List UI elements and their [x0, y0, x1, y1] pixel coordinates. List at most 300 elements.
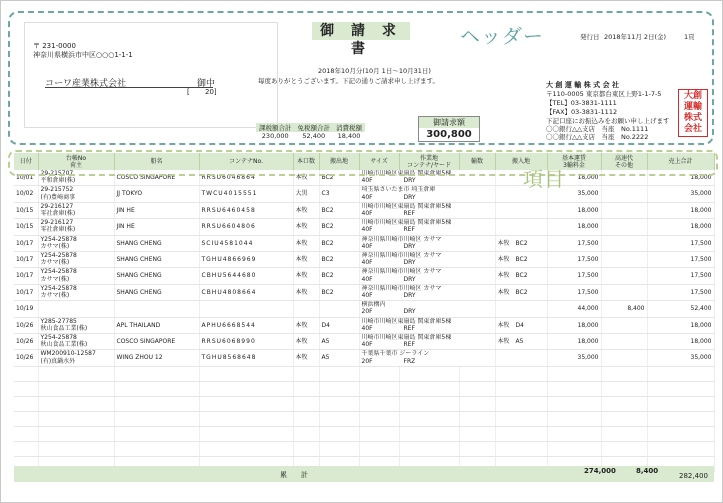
empty-cell [547, 396, 601, 411]
empty-cell [14, 426, 38, 441]
cell-date: 10/17 [14, 284, 38, 300]
cell-vessel: SHANG CHENG [114, 284, 199, 300]
empty-cell [647, 381, 714, 396]
cell-vessel: WING ZHOU 12 [114, 350, 199, 366]
container-type: FRZ [403, 357, 416, 365]
items-callout: 項目 [523, 167, 565, 191]
cell-origin: BC2 [319, 219, 359, 235]
empty-cell [399, 396, 459, 411]
cell-ledger [38, 301, 114, 317]
empty-cell [38, 441, 114, 456]
work-site: 川崎市川崎区東扇島 関東倉庫5棟 [361, 317, 452, 325]
empty-cell [601, 366, 647, 381]
empty-row [14, 411, 714, 426]
empty-cell [359, 441, 399, 456]
cell-origin: BC2 [319, 251, 359, 267]
empty-row [14, 366, 714, 381]
size-type [362, 292, 493, 299]
empty-cell [547, 426, 601, 441]
container-size: 20F [361, 308, 373, 316]
empty-cell [459, 381, 495, 396]
footer-grand-total: 282,400 [679, 472, 708, 480]
table-body [14, 170, 714, 471]
cell-container: RRSU6460458 [199, 202, 293, 218]
cell-origin: BC2 [319, 170, 359, 186]
cell-destination: 本牧 BC2 [495, 284, 547, 300]
size-type [362, 308, 493, 315]
cell-total: 35,000 [647, 350, 714, 366]
cell-container: APHU6668544 [199, 317, 293, 333]
cell-base-fare: 44,000 [547, 301, 601, 317]
cell-ledger [38, 186, 114, 202]
cell-site [359, 284, 495, 300]
size-type [362, 177, 493, 184]
empty-cell [38, 396, 114, 411]
cell-port: 本牧 [293, 350, 319, 366]
container-size: 40F [361, 341, 373, 349]
cell-vessel: SHANG CHENG [114, 235, 199, 251]
cell-origin: BC2 [319, 202, 359, 218]
cell-total: 17,500 [647, 268, 714, 284]
empty-cell [495, 411, 547, 426]
empty-cell [359, 411, 399, 426]
ledger-no: Y285-27785 [40, 317, 77, 325]
cell-date: 10/02 [14, 186, 38, 202]
cell-container: RRSU6046864 [199, 170, 293, 186]
container-size: 40F [361, 209, 373, 217]
empty-cell [199, 426, 293, 441]
empty-cell [199, 411, 293, 426]
line-items-table [14, 153, 715, 472]
empty-cell [114, 441, 199, 456]
empty-cell [601, 381, 647, 396]
page-number: 1頁 [684, 33, 695, 41]
cell-site [359, 333, 495, 349]
items-region-outline [8, 150, 718, 176]
cell-port: 本牧 [293, 333, 319, 349]
empty-cell [38, 366, 114, 381]
size-type [362, 259, 493, 266]
empty-cell [399, 381, 459, 396]
size-type [362, 341, 493, 348]
table-footer [14, 466, 714, 482]
ledger-no: Y254-25878 [40, 251, 77, 259]
container-size: 20F [361, 357, 373, 365]
cell-date: 10/26 [14, 317, 38, 333]
shipper-name: カサマ(株) [40, 242, 70, 250]
document-title: 御 請 求 書 [312, 22, 410, 40]
cell-date: 10/01 [14, 170, 38, 186]
cell-container: TGHU8568648 [199, 350, 293, 366]
cell-port: 本牧 [293, 219, 319, 235]
empty-cell [359, 366, 399, 381]
empty-cell [647, 426, 714, 441]
empty-cell [14, 441, 38, 456]
cell-total: 18,000 [647, 219, 714, 235]
empty-cell [399, 441, 459, 456]
size-type [362, 243, 493, 250]
empty-cell [319, 381, 359, 396]
container-size: 40F [361, 275, 373, 283]
empty-cell [14, 411, 38, 426]
empty-cell [647, 366, 714, 381]
cell-total: 52,400 [647, 301, 714, 317]
ledger-no: 29-215707 [40, 170, 74, 177]
empty-cell [359, 381, 399, 396]
cell-port: 本牧 [293, 268, 319, 284]
empty-cell [14, 366, 38, 381]
cell-vessel: COSCO SINGAPORE [114, 333, 199, 349]
cell-container: RRSU6604806 [199, 219, 293, 235]
cell-base-fare: 18,000 [547, 333, 601, 349]
container-size: 40F [361, 226, 373, 234]
empty-cell [459, 411, 495, 426]
table-row [14, 219, 714, 235]
size-type [362, 276, 493, 283]
cell-destination [495, 202, 547, 218]
work-site: 埼玉県さいたま市 埼玉倉庫 [361, 186, 436, 194]
table-row [14, 235, 714, 251]
sender-bank-1: 〇〇銀行△△支店 当座 No.1111 [546, 125, 649, 133]
cell-other: 8,400 [601, 301, 647, 317]
footer-base-total: 274,000 [584, 467, 616, 475]
cell-origin: A5 [319, 350, 359, 366]
empty-cell [38, 411, 114, 426]
container-type: DRY [403, 259, 416, 267]
cell-date: 10/26 [14, 333, 38, 349]
cell-vessel: JJ TOKYO [114, 186, 199, 202]
empty-cell [199, 366, 293, 381]
cell-site [359, 235, 495, 251]
footer-other-total: 8,400 [636, 467, 659, 475]
sender-fax: 【FAX】03-3831-1112 [546, 108, 618, 116]
cell-other [601, 333, 647, 349]
column-header: 船名 [114, 153, 199, 170]
cell-origin: C3 [319, 186, 359, 202]
shipper-name: 零社倉庫(株) [40, 226, 76, 234]
column-header: 台帳No 荷主 [38, 153, 114, 170]
table-row [14, 317, 714, 333]
empty-cell [601, 441, 647, 456]
cell-destination: 本牧 BC2 [495, 235, 547, 251]
empty-cell [459, 441, 495, 456]
work-site: 川崎市川崎区東扇島 関東倉庫5棟 [361, 219, 452, 227]
empty-cell [199, 396, 293, 411]
cell-base-fare: 35,000 [547, 350, 601, 366]
work-site: 川崎市川崎区東扇島 関東倉庫5棟 [361, 202, 452, 210]
cell-site [359, 268, 495, 284]
cell-ledger [38, 219, 114, 235]
cell-container [199, 301, 293, 317]
empty-cell [459, 366, 495, 381]
billing-period: 2018年10月分(10月 1日～10月31日) [318, 67, 431, 75]
cell-port: 本牧 [293, 202, 319, 218]
empty-cell [399, 366, 459, 381]
empty-cell [647, 411, 714, 426]
container-type: DRY [403, 242, 416, 250]
container-size: 40F [361, 259, 373, 267]
cell-total: 18,000 [647, 170, 714, 186]
cell-destination: 本牧 BC2 [495, 268, 547, 284]
recipient-honorific: 御中 [197, 79, 216, 89]
column-header: 搬入地 [495, 153, 547, 170]
cell-site [359, 350, 495, 366]
cell-origin: BC2 [319, 235, 359, 251]
shipper-name: カサマ(株) [40, 291, 70, 299]
empty-cell [293, 441, 319, 456]
empty-cell [459, 426, 495, 441]
ledger-no: 29-216127 [40, 202, 74, 210]
column-header: 本口数 [293, 153, 319, 170]
container-size: 40F [361, 242, 373, 250]
cell-container: CBHU5644680 [199, 268, 293, 284]
work-site: 川崎市川崎区東扇島 関東倉庫5棟 [361, 170, 452, 177]
empty-cell [495, 366, 547, 381]
cell-destination [495, 301, 547, 317]
work-site: 神奈川県川崎市川崎区 カサマ [361, 235, 442, 243]
container-type: DRY [403, 177, 416, 185]
empty-cell [547, 381, 601, 396]
cell-date: 10/17 [14, 268, 38, 284]
ledger-no: 29-215752 [40, 186, 74, 194]
empty-cell [601, 426, 647, 441]
ledger-no: Y254-25878 [40, 284, 77, 292]
table-row [14, 186, 714, 202]
cell-ledger [38, 284, 114, 300]
sender-name: 大 創 運 輸 株 式 会 社 [546, 81, 620, 89]
cell-total: 35,000 [647, 186, 714, 202]
sender-tel: 【TEL】03-3831-1111 [546, 99, 617, 107]
empty-cell [399, 411, 459, 426]
empty-cell [495, 441, 547, 456]
cell-origin [319, 301, 359, 317]
empty-cell [199, 441, 293, 456]
issue-label: 発行日 [580, 33, 600, 41]
shipper-name: カサマ(株) [40, 259, 70, 267]
cell-date: 10/26 [14, 350, 38, 366]
empty-cell [114, 426, 199, 441]
empty-cell [547, 366, 601, 381]
container-type: REF [403, 226, 415, 234]
cell-base-fare: 18,000 [547, 219, 601, 235]
empty-cell [319, 366, 359, 381]
empty-cell [114, 381, 199, 396]
cell-port [293, 301, 319, 317]
empty-cell [38, 381, 114, 396]
ledger-no: Y254-25878 [40, 333, 77, 341]
container-size: 40F [361, 177, 373, 185]
cell-vessel: APL THAILAND [114, 317, 199, 333]
shipper-name: カサマ(株) [40, 275, 70, 283]
cell-ledger [38, 268, 114, 284]
empty-cell [293, 426, 319, 441]
size-type [362, 210, 493, 217]
column-header: コンテナNo. [199, 153, 293, 170]
empty-row [14, 396, 714, 411]
sender-note: 下記口座にお振込みをお願い申し上げます [546, 117, 670, 125]
recipient-code-open: [ [187, 88, 190, 96]
footer-label: 累 計 [280, 471, 308, 479]
empty-cell [319, 396, 359, 411]
cell-destination [495, 350, 547, 366]
container-type: DRY [403, 308, 416, 316]
invoice-total-label: 御請求額 [419, 117, 479, 128]
size-type [362, 226, 493, 233]
cell-container: CBHU4808664 [199, 284, 293, 300]
empty-cell [319, 426, 359, 441]
column-header: 輸数 [459, 153, 495, 170]
summary-header: 消費税額 [333, 123, 365, 132]
cell-vessel: JIN HE [114, 219, 199, 235]
empty-cell [647, 441, 714, 456]
cell-other [601, 202, 647, 218]
shipper-name: 秋山食品工業(株) [40, 324, 88, 332]
cell-other [601, 235, 647, 251]
shipper-name: 秋山食品工業(株) [40, 341, 88, 349]
table-row [14, 251, 714, 267]
work-site: 神奈川県川崎市川崎区 カサマ [361, 268, 442, 276]
cell-site [359, 301, 495, 317]
recipient-address: 神奈川県横浜市中区○○○1-1-1 [33, 51, 133, 59]
cell-container: TGHU4866969 [199, 251, 293, 267]
cell-port: 本牧 [293, 317, 319, 333]
empty-cell [14, 396, 38, 411]
header-callout: ヘッダー [460, 24, 544, 48]
cell-destination: 本牧 D4 [495, 317, 547, 333]
cell-total: 17,500 [647, 251, 714, 267]
column-header: 基本運賃 3輸料金 [547, 153, 601, 170]
cell-base-fare: 18,000 [547, 202, 601, 218]
cell-date: 10/15 [14, 219, 38, 235]
column-header: 搬出地 [319, 153, 359, 170]
empty-cell [459, 396, 495, 411]
cell-other [601, 268, 647, 284]
column-header: 高速代 その他 [601, 153, 647, 170]
cell-other [601, 219, 647, 235]
ledger-no: Y254-25878 [40, 235, 77, 243]
empty-cell [293, 396, 319, 411]
cell-total: 18,000 [647, 317, 714, 333]
ledger-no: Y254-25878 [40, 268, 77, 276]
ledger-no: WM200910-12587 [40, 350, 96, 358]
sender-bank-2: 〇〇銀行△△支店 当座 No.2222 [546, 133, 649, 141]
empty-cell [114, 396, 199, 411]
cell-site [359, 251, 495, 267]
summary-header: 免税額合計 [295, 123, 334, 132]
ledger-no: 29-216127 [40, 219, 74, 227]
cell-base-fare: 35,000 [547, 186, 601, 202]
cell-site [359, 317, 495, 333]
cell-port: 大黒 [293, 186, 319, 202]
empty-cell [38, 426, 114, 441]
recipient-postal: 〒 231-0000 [33, 42, 76, 50]
cell-site [359, 219, 495, 235]
column-header: 作業地 コンテナ/ヤード [399, 153, 459, 170]
cell-container: TWCU4015551 [199, 186, 293, 202]
cell-date: 10/19 [14, 301, 38, 317]
cell-origin: A5 [319, 333, 359, 349]
work-site: 神奈川県川崎市川崎区 カサマ [361, 251, 442, 259]
summary-header: 課税額合計 [256, 123, 295, 132]
size-type [362, 325, 493, 332]
cell-destination [495, 219, 547, 235]
cell-vessel: SHANG CHENG [114, 251, 199, 267]
cell-base-fare: 17,500 [547, 235, 601, 251]
cell-ledger [38, 202, 114, 218]
shipper-name: (有)真鍋水外 [40, 357, 76, 365]
shipper-name: 平和倉庫(株) [40, 177, 76, 185]
empty-cell [359, 426, 399, 441]
work-site: 神奈川県川崎市川崎区 カサマ [361, 284, 442, 292]
cell-origin: BC2 [319, 284, 359, 300]
cell-other [601, 251, 647, 267]
shipper-name: (有)豊崎商事 [40, 193, 76, 201]
cell-destination: 本牧 A5 [495, 333, 547, 349]
cell-date: 10/17 [14, 235, 38, 251]
container-type: DRY [403, 291, 416, 299]
container-type: DRY [403, 275, 416, 283]
table-row [14, 350, 714, 366]
column-header: 日付 [14, 153, 38, 170]
table-row [14, 301, 714, 317]
cell-base-fare: 17,500 [547, 268, 601, 284]
empty-cell [359, 396, 399, 411]
cell-vessel [114, 301, 199, 317]
cell-other [601, 186, 647, 202]
table-row [14, 284, 714, 300]
cell-site [359, 202, 495, 218]
work-site: 横浜構内 [361, 301, 386, 309]
cell-ledger [38, 350, 114, 366]
empty-cell [495, 381, 547, 396]
empty-cell [293, 366, 319, 381]
empty-cell [293, 411, 319, 426]
cell-site [359, 186, 495, 202]
cell-vessel: JIN HE [114, 202, 199, 218]
work-site: 川崎市川崎区東扇島 関東倉庫5棟 [361, 333, 452, 341]
table-row [14, 268, 714, 284]
cell-total: 18,000 [647, 333, 714, 349]
cell-port: 本牧 [293, 284, 319, 300]
container-type: REF [403, 341, 415, 349]
empty-cell [399, 426, 459, 441]
sender-address: 〒110-0005 東京都台東区上野1-1-7-5 [546, 90, 662, 98]
cell-port: 本牧 [293, 170, 319, 186]
cell-other [601, 350, 647, 366]
greeting-text: 毎度ありがとうございます。下記の通りご請求申し上げます。 [258, 77, 439, 85]
cell-port: 本牧 [293, 235, 319, 251]
column-header: 売上合計 [647, 153, 714, 170]
empty-row [14, 441, 714, 456]
cell-base-fare: 17,500 [547, 284, 601, 300]
empty-cell [547, 411, 601, 426]
empty-cell [14, 381, 38, 396]
cell-origin: BC2 [319, 268, 359, 284]
container-type: REF [403, 209, 415, 217]
cell-container: SCIU4581044 [199, 235, 293, 251]
seal-text: 大創運輸株式会社 [683, 91, 702, 134]
container-size: 40F [361, 291, 373, 299]
table-row [14, 202, 714, 218]
cell-origin: D4 [319, 317, 359, 333]
cell-total: 18,000 [647, 202, 714, 218]
empty-cell [547, 441, 601, 456]
summary-value: 52,400 [302, 132, 326, 140]
cell-date: 10/17 [14, 251, 38, 267]
invoice-total-value: 300,800 [426, 129, 472, 140]
empty-cell [495, 396, 547, 411]
cell-total: 17,500 [647, 235, 714, 251]
